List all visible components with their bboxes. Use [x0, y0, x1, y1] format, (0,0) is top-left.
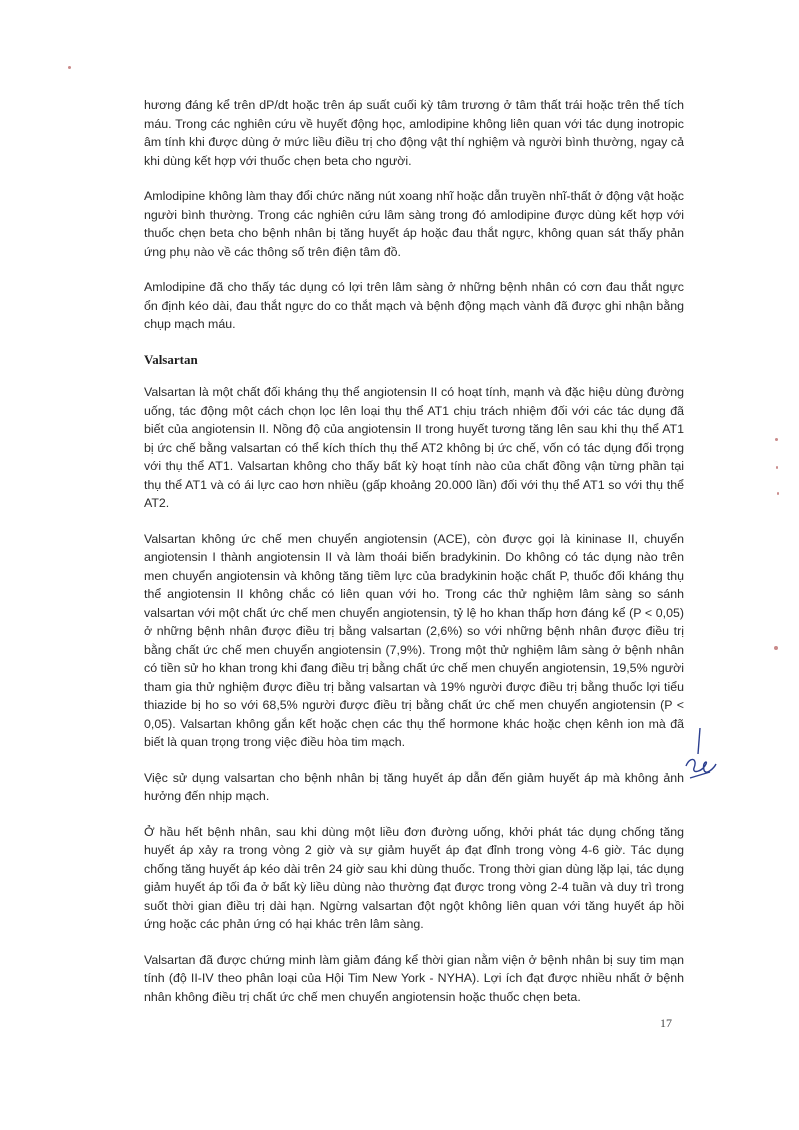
paragraph-angina-benefit: Amlodipine đã cho thấy tác dụng có lợi trên lâm sàng ở những bệnh nhân có cơn đau thắt ngực ổn định kéo dài, đau thắt ngực do co thắt mạch và bệnh động mạch vành đã được ghi nhận bằng chụp mạch máu.	[144, 280, 684, 331]
document-body	[144, 96, 684, 1023]
scan-speck	[776, 466, 778, 469]
section-heading-valsartan: Valsartan	[144, 351, 198, 367]
page-number: 17	[660, 1016, 672, 1030]
scan-speck	[68, 66, 71, 69]
paragraph-onset: Ở hầu hết bệnh nhân, sau khi dùng một liều đơn đường uống, khởi phát tác dụng chống tăng huyết áp xảy ra trong vòng 2 giờ và sự giảm huyết áp đạt đỉnh trong vòng 4-6 giờ. Tác dụng chống tăng huyết áp kéo dài trên 24 giờ sau khi dùng thuốc. Trong thời gian dùng lặp lại, tác dụng giảm huyết áp tối đa ở bất kỳ liều dùng nào thường đạt được trong vòng 2-4 tuần và duy trì trong suốt thời gian điều trị dài hạn. Ngừng valsartan đột ngột không liên quan với tăng huyết áp hồi ứng hoặc các phản ứng có hại khác trên lâm sàng.	[144, 824, 684, 931]
paragraph-ace-cough: Valsartan không ức chế men chuyển angiotensin (ACE), còn được gọi là kininase II, chuyển angiotensin I thành angiotensin II và làm thoái biến bradykinin. Do không có tác dụng nào trên men chuyển angiotensin và không tăng tiềm lực của bradykinin hoặc chất P, thuốc đối kháng thụ thể angiotensin II không chắc có liên quan với ho. Trong các thử nghiệm lâm sàng so sánh valsartan với một chất ức chế men chuyển angiotensin, tỷ lệ ho khan thấp hơn đáng kể (P < 0,05) ở những bệnh nhân được điều trị bằng valsartan (2,6%) so với những bệnh nhân được điều trị bằng chất ức chế men chuyển angiotensin (7,9%). Trong một thử nghiệm lâm sàng ở bệnh nhân có tiền sử ho khan trong khi đang điều trị bằng chất ức chế men chuyển angiotensin, 19,5% người tham gia thử nghiệm được điều trị bằng valsartan và 19% người được điều trị bằng thuốc lợi tiểu thiazide bị ho so với 68,5% người được điều trị bằng chất ức chế men chuyển angiotensin (P < 0,05). Valsartan không gắn kết hoặc chẹn các thụ thể hormone khác hoặc chẹn kênh ion mà đã biết là quan trọng trong việc điều hòa tim mạch.	[144, 531, 684, 749]
paragraph-hemodynamics: hương đáng kể trên dP/dt hoặc trên áp suất cuối kỳ tâm trương ở tâm thất trái hoặc trên thể tích máu. Trong các nghiên cứu về huyết động học, amlodipine không liên quan với tác dụng inotropic âm tính khi được dùng ở mức liều điều trị cho động vật thí nghiệm và người bình thường, ngay cả khi dùng kết hợp với thuốc chẹn beta cho người.	[144, 98, 684, 168]
scan-speck	[777, 492, 779, 495]
scan-speck	[774, 646, 778, 650]
scan-speck	[775, 438, 778, 441]
paragraph-sinus-node: Amlodipine không làm thay đổi chức năng nút xoang nhĩ hoặc dẫn truyền nhĩ-thất ở động vật hoặc người bình thường. Trong các nghiên cứu lâm sàng trong đó amlodipine được dùng kết hợp với thuốc chẹn beta cho bệnh nhân bị tăng huyết áp hoặc đau thắt ngực, không quan sát thấy phản ứng phụ nào về các thông số trên điện tâm đồ.	[144, 189, 684, 259]
handwritten-initials	[680, 726, 720, 786]
paragraph-valsartan-mechanism: Valsartan là một chất đối kháng thụ thể angiotensin II có hoạt tính, mạnh và đặc hiệu dùng đường uống, tác động một cách chọn lọc lên loại thụ thể AT1 chịu trách nhiệm đối với các tác dụng đã biết của angiotensin II. Nồng độ của angiotensin II trong huyết tương tăng lên sau khi thụ thể AT1 bị ức chế bằng valsartan có thể kích thích thụ thể AT2 không bị ức chế, vốn có tác dụng đối trọng với thụ thể AT1. Valsartan không cho thấy bất kỳ hoạt tính nào của chất đồng vận từng phần tại thụ thể AT1 và có ái lực cao hơn nhiều (gấp khoảng 20.000 lần) đối với thụ thể AT1 so với thụ thể AT2.	[144, 385, 684, 510]
paragraph-blood-pressure: Việc sử dụng valsartan cho bệnh nhân bị tăng huyết áp dẫn đến giảm huyết áp mà không ảnh hưởng đến nhịp mạch.	[144, 770, 684, 803]
paragraph-heart-failure: Valsartan đã được chứng minh làm giảm đáng kể thời gian nằm viện ở bệnh nhân bị suy tim mạn tính (độ II-IV theo phân loại của Hội Tim New York - NYHA). Lợi ích đạt được nhiều nhất ở bệnh nhân không điều trị chất ức chế men chuyển angiotensin hoặc thuốc chẹn beta.	[144, 952, 684, 1004]
